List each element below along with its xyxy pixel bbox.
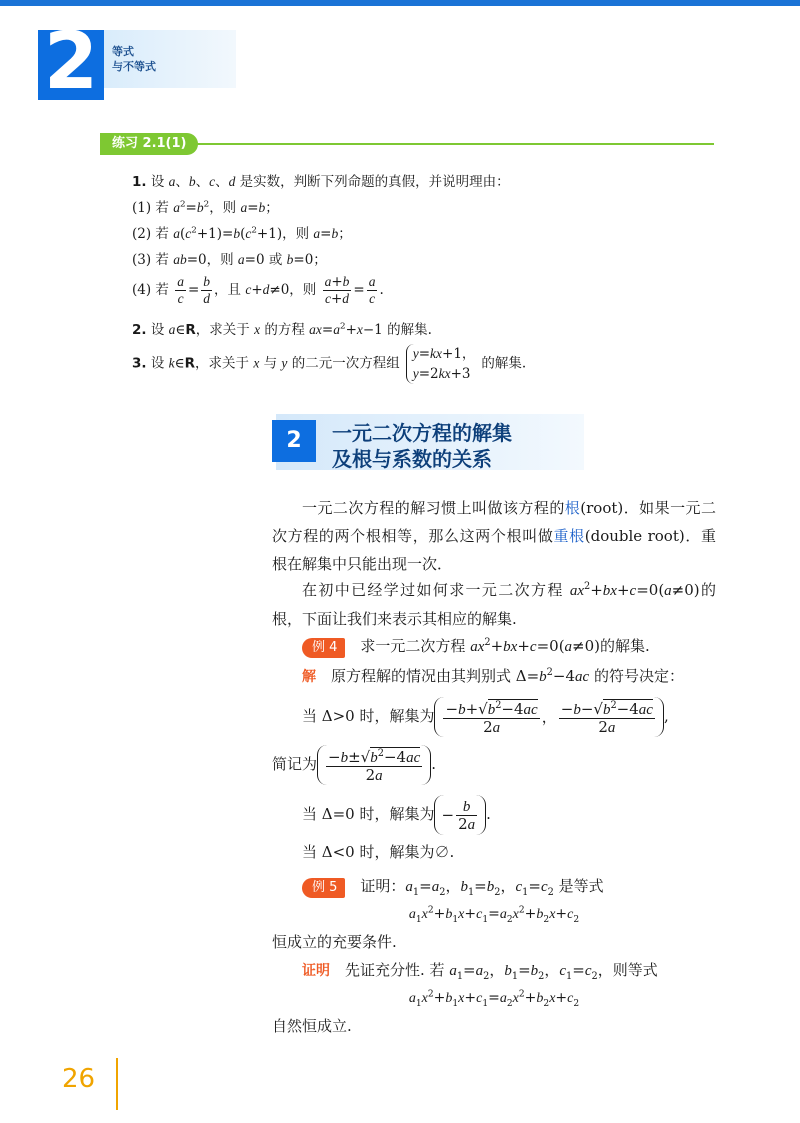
exercise-tag: 练习 2.1(1) xyxy=(100,133,198,155)
paragraph-intro: 在初中已经学过如何求一元二次方程 $ax^2+bx+c=0(a\ne 0)$的根，下面让我们来表示其相应的解集. xyxy=(272,581,716,628)
question-1-item-3: (3) 若 ab=0，则 a=0 或 b=0； xyxy=(132,252,327,268)
term-double-root: 重根 xyxy=(553,527,585,545)
example-5-condition: 恒成立的充要条件. xyxy=(272,933,397,951)
page-number: 26 xyxy=(62,1064,96,1094)
question-2: 2. 设 a∈R，求关于 x 的方程 $ax=a^2+x-1$ 的解集. xyxy=(132,321,432,338)
example-5: 例 5 证明：$a_1=a_2$，$b_1=b_2$，$c_1=c_2$ 是等式 xyxy=(272,872,716,901)
example-5-tag: 例 5 xyxy=(302,878,345,898)
identity-equation-2: $a_1x^2+b_1x+c_1=a_2x^2+b_2x+c_2$ xyxy=(408,989,580,1009)
chapter-title: 等式 与不等式 xyxy=(112,45,156,73)
page-number-divider xyxy=(116,1058,118,1110)
chapter-number: 2 xyxy=(43,17,99,107)
example-4-solution: 解 原方程解的情况由其判别式 $\Delta=b^2-4ac$ 的符号决定： xyxy=(302,667,684,685)
question-3: 3. 设 k∈R，求关于 x 与 y 的二元一次方程组 y=kx+1， y=2kx+3 的解集. xyxy=(132,346,527,382)
section-title: 一元二次方程的解集 及根与系数的关系 xyxy=(332,421,512,471)
paragraph-roots: 一元二次方程的解习惯上叫做该方程的根(root)．如果一元二次方程的两个根相等，那么这两个根叫做重根(double root)．重根在解集中只能出现一次． xyxy=(272,499,716,573)
term-root: 根 xyxy=(564,499,581,517)
example-5-proof: 证明 先证充分性. 若 $a_1=a_2$，$b_1=b_2$，$c_1=c_2$，则等式 xyxy=(302,961,658,982)
identity-equation-1: $a_1x^2+b_1x+c_1=a_2x^2+b_2x+c_2$ xyxy=(408,905,580,925)
top-color-bar xyxy=(0,0,800,6)
question-1-item-4: (4) 若 $\frac{a}{c}$ = $\frac{b}{d}$ ，且 c+d≠0，则 $\frac{a+b}{c+d}$ = $\frac{a}{c}$ . xyxy=(132,274,384,307)
case-negative: 当 Δ<0 时，解集为∅. xyxy=(302,843,455,861)
question-1-item-2: (2) 若 $a(c^2+1)=b(c^2+1)$，则 a=b； xyxy=(132,225,352,242)
question-1-item-1: (1) 若 $a^2=b^2$，则 a=b； xyxy=(132,199,279,216)
case-positive: 当 Δ>0 时，解集为 $\frac{-b+√b^2-4ac}{2a}$ ， $\frac{-b-√b^2-4ac}{2a}$ , xyxy=(272,696,716,737)
example-4-tag: 例 4 xyxy=(302,638,345,658)
proof-label: 证明 xyxy=(302,963,330,979)
case-zero: 当 Δ=0 时，解集为 − $\frac{b}{2a}$ . xyxy=(272,794,716,835)
question-1: 1. 设 a、b、c、d 是实数，判断下列命题的真假，并说明理由： xyxy=(132,174,510,190)
case-summary: 简记为 $\frac{-b\pm√b^2-4ac}{2a}$ . xyxy=(272,744,716,785)
example-5-proof-end: 自然恒成立. xyxy=(272,1017,352,1035)
section-number: 2 xyxy=(272,420,316,462)
solution-label: 解 xyxy=(302,669,316,685)
example-4: 例 4 求一元二次方程 $ax^2+bx+c=0(a\ne 0)$的解集. xyxy=(272,632,716,661)
